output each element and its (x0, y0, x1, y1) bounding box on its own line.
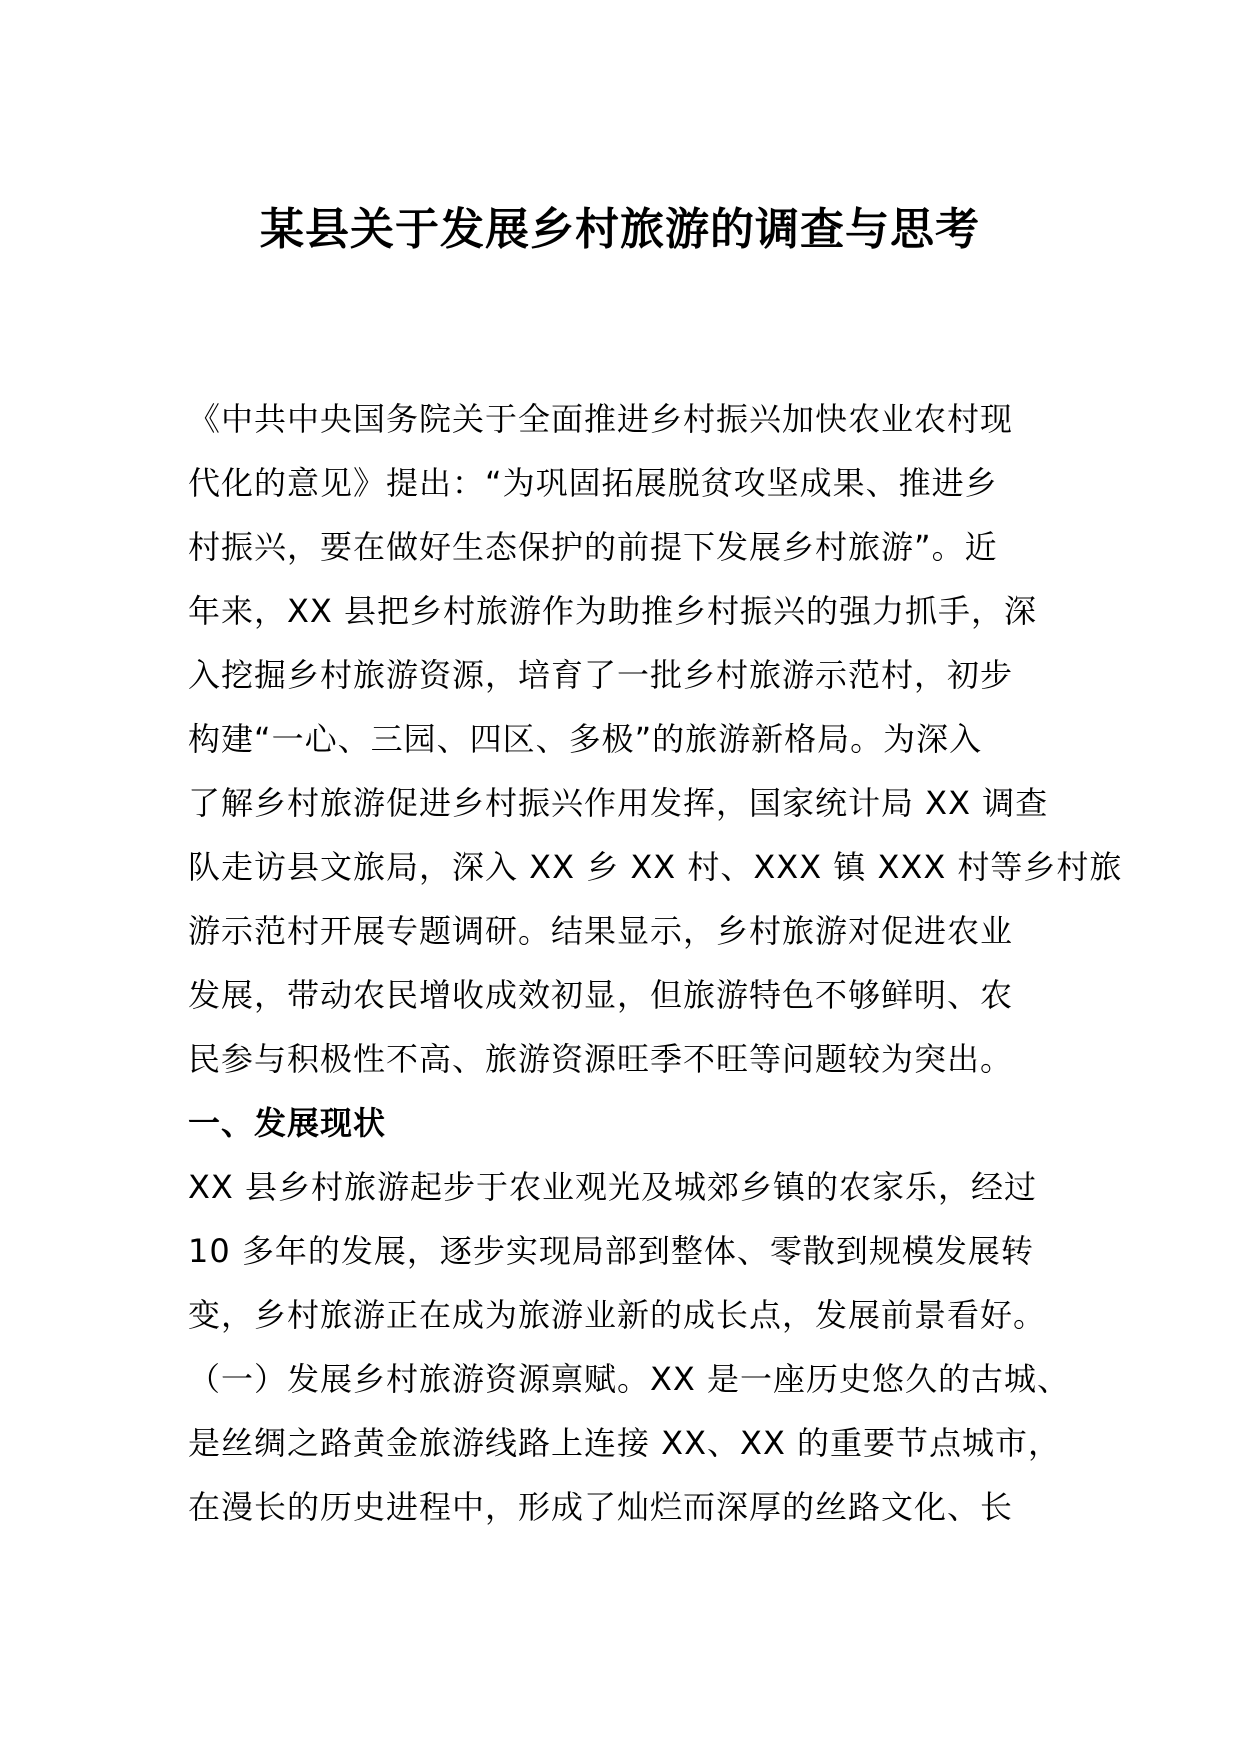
text-line: 年来，XX 县把乡村旅游作为助推乡村振兴的强力抓手，深 (188, 592, 1038, 630)
document-body (188, 387, 1123, 1539)
text-line: 10 多年的发展，逐步实现局部到整体、零散到规模发展转 (188, 1232, 1034, 1270)
text-line: 游示范村开展专题调研。结果显示，乡村旅游对促进农业 (188, 912, 1014, 950)
text-line: 了解乡村旅游促进乡村振兴作用发挥，国家统计局 XX 调查 (188, 784, 1049, 822)
text-line: 变，乡村旅游正在成为旅游业新的成长点，发展前景看好。 (188, 1296, 1047, 1334)
text-line: 发展，带动农民增收成效初显，但旅游特色不够鲜明、农 (188, 976, 1014, 1014)
section-heading: 一、发展现状 (188, 1104, 387, 1142)
text-line: 《中共中央国务院关于全面推进乡村振兴加快农业农村现 (188, 400, 1014, 438)
text-line: （一）发展乡村旅游资源禀赋。XX 是一座历史悠久的古城、 (188, 1360, 1071, 1398)
text-line: 入挖掘乡村旅游资源，培育了一批乡村旅游示范村，初步 (188, 656, 1014, 694)
text-line: 民参与积极性不高、旅游资源旺季不旺等问题较为突出。 (188, 1040, 1014, 1078)
text-line: 在漫长的历史进程中，形成了灿烂而深厚的丝路文化、长 (188, 1488, 1014, 1526)
intro-paragraph (188, 387, 1123, 1091)
document-title: 某县关于发展乡村旅游的调查与思考 (260, 204, 980, 255)
subsection-paragraph (188, 1347, 1071, 1539)
text-line: 是丝绸之路黄金旅游线路上连接 XX、XX 的重要节点城市， (188, 1424, 1062, 1462)
text-line: XX 县乡村旅游起步于农业观光及城郊乡镇的农家乐，经过 (188, 1168, 1038, 1206)
text-line: 村振兴，要在做好生态保护的前提下发展乡村旅游”。近 (188, 528, 998, 566)
text-line: 队走访县文旅局，深入 XX 乡 XX 村、XXX 镇 XXX 村等乡村旅 (188, 848, 1123, 886)
text-line: 代化的意见》提出：“为巩固拓展脱贫攻坚成果、推进乡 (188, 464, 998, 502)
text-line: 构建“一心、三园、四区、多极”的旅游新格局。为深入 (188, 720, 983, 758)
section-paragraph (188, 1155, 1058, 1347)
